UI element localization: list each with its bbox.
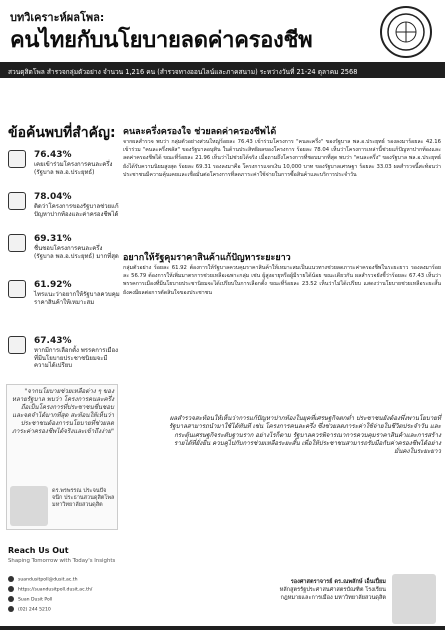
writer-org: หลักสูตรรัฐประศาสนศาสตรบัณฑิต โรงเรียนกฎหมายและการเมือง มหาวิทยาลัยสวนดุสิต [279,587,386,601]
finding-text: ชื่นชอบโครงการคนละครึ่ง (รัฐบาล พล.อ.ประยุทธ์) มากที่สุด [34,245,119,260]
writer-credit [262,578,386,602]
footer-bar [0,626,445,630]
finding-text: หากมีการเลือกตั้ง พรรคการเมืองที่มีนโยบายประชาชนิยมจะมีความได้เปรียบ [34,347,119,369]
survey-info-bar: สวนดุสิตโพล สำรวจกลุ่มตัวอย่าง จำนวน 1,216 คน (สำรวจทางออนไลน์และภาคสนาม) ระหว่างวันที่ 21-24 ตุลาคม 2568 [0,62,445,78]
author-photo [10,486,48,526]
finding-percent: 78.04% [34,192,72,202]
reach-title: Reach Us Out [8,546,69,555]
section2-body: กลุ่มตัวอย่าง ร้อยละ 61.92 ต้องการให้รัฐบาลควบคุมราคาสินค้าให้เหมาะสมเป็นแนวทางช่วยลดภาระค่าครองชีพในระยะยาว รองลงมาร้อยละ 56.79 ต้องการให้เพิ่มมาตรการช่วยเหลือเฉพาะกลุ่ม เช่น ผู้สูงอายุหรือผู้มีรายได้น้อย ขณะเดียวกัน ผลสำรวจยังชี้ว่าร้อยละ 67.43 เห็นว่าพรรคการเมืองที่มีนโยบายประชานิยมจะได้เปรียบในการเลือกตั้ง ขณะที่ร้อยละ 23.52 เห็นว่าไม่ได้เปรียบ แสดงว่านโยบายช่วยเหลือระยะสั้นยังคงมีผลต่อการตัดสินใจของประชาชน [123,265,441,296]
finding-text: ติดว่าโครงการของรัฐบาลช่วยแก้ปัญหาปากท้องและค่าครองชีพได้ [34,203,119,218]
finding-text: ไทรแนะว่าอยากให้รัฐบาลควบคุมราคาสินค้าให้เหมาะสม [34,291,120,306]
finding-icon [8,234,26,252]
writer-photo [392,574,436,624]
finding-icon [8,336,26,354]
finding-icon [8,192,26,210]
quote-author: ดร.พรพรรณ ประจนปัจจนึก ประธานสวนดุสิตโพล มหาวิทยาลัยสวนดุสิต [52,488,115,508]
email-icon [8,576,14,582]
writer-name: รองศาสตราจารย์ ดร.ณพลักษ์ เอ็นเปี่ยม [290,579,386,585]
reach-subtitle: Shaping Tomorrow with Today's Insights [8,558,116,564]
kicker: บทวิเคราะห์ผลโพล: [10,11,105,24]
finding-icon [8,280,26,298]
quote-text: "จากนโยบายช่วยเหลือต่าง ๆ ของหลายรัฐบาล พบว่า โครงการคนละครึ่ง ถือเป็นโครงการที่ประชาชนชื่นชอบและจดจำได้มากที่สุด สะท้อนให้เห็นว่าประชาชนต้องการนโยบายที่ช่วยลดภาระค่าครองชีพได้จริงและเข้าถึงง่าย" [11,388,114,435]
finding-percent: 61.92% [34,280,72,290]
finding-percent: 67.43% [34,336,72,346]
finding-icon [8,150,26,168]
globe-icon [8,586,14,592]
finding-percent: 69.31% [34,234,72,244]
header [0,0,445,62]
analysis-note [165,415,441,560]
section1-title: คนละครึ่งครองใจ ช่วยลดค่าครองชีพได้ [123,127,277,137]
contact-phone[interactable]: (02) 244 5210 [8,606,118,613]
findings-title: ข้อค้นพบที่สำคัญ: [8,125,116,141]
section1-body: จากผลสำรวจ พบว่า กลุ่มตัวอย่างส่วนใหญ่ร้อยละ 76.43 เข้าร่วมโครงการ "คนละครึ่ง" ของรัฐบาล พล.อ.ประยุทธ์ รองลงมาร้อยละ 42.16 เข้าร่วม "คนละครึ่งพลัส" ของรัฐบาลอนุทิน ในด้านประสิทธิผลของโครงการ ร้อยละ 78.04 เห็นว่าโครงการเหล่านี้ช่วยแก้ปัญหาปากท้องและลดค่าครองชีพได้ ขณะที่ร้อยละ 21.96 เห็นว่าไม่ช่วยได้จริง เมื่อถามถึงโครงการที่ชอบมากที่สุด พบว่า "คนละครึ่ง" ของรัฐบาล พล.อ.ประยุทธ์ ยังได้รับความนิยมสูงสุด ร้อยละ 69.31 รองลงมาคือ โครงการแจกเงิน 10,000 บาท ของรัฐบาลเศรษฐา ร้อยละ 33.03 ผลสำรวจนี้สะท้อนว่าประชาชนมีความคุ้นเคยและเชื่อมั่นต่อโครงการที่ลดภาระค่าใช้จ่ายในการซื้อสินค้าและบริการประจำวัน [123,139,441,178]
finding-text: เคยเข้าร่วมโครงการคนละครึ่ง (รัฐบาล พล.อ.ประยุทธ์) [34,161,113,176]
analysis-note-text: ผลสำรวจสะท้อนให้เห็นว่าการแก้ปัญหาปากท้องในยุคที่เศรษฐกิจตกต่ำ ประชาชนยังต้องพึ่งพานโยบายที่รัฐบาลสามารถนำมาใช้ได้ทันที เช่น โครงการคนละครึ่ง ซึ่งช่วยลดภาระค่าใช้จ่ายในชีวิตประจำวัน และกระตุ้นเศรษฐกิจระดับฐานราก อย่างไรก็ตาม รัฐบาลควรพิจารณาการควบคุมราคาสินค้าและการสร้างรายได้ที่ยั่งยืน ควบคู่ไปกับการช่วยเหลือระยะสั้น เพื่อให้ประชาชนสามารถรับมือกับค่าครองชีพได้อย่างมั่นคงในระยะยาว [168,415,441,456]
contact-website[interactable]: https://suandusitpoll.dusit.ac.th/ [8,586,118,593]
section2-title: อยากให้รัฐคุมราคาสินค้าแก้ปัญหาระยะยาว [123,253,291,263]
phone-icon [8,606,14,612]
contact-facebook[interactable]: Suan Dusit Poll [8,596,118,603]
finding-percent: 76.43% [34,150,72,160]
contact-email[interactable]: suandusitpoll@dusit.ac.th [8,576,118,583]
suan-dusit-poll-logo [380,6,432,58]
facebook-icon [8,596,14,602]
page-title: คนไทยกับนโยบายลดค่าครองชีพ [10,28,313,53]
